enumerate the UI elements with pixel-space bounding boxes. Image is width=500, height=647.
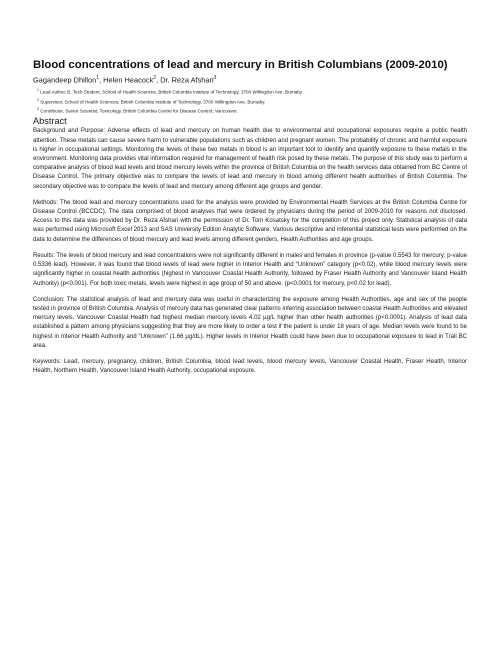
affiliations bbox=[33, 87, 467, 115]
background-paragraph: Background and Purpose: Adverse effects of lead and mercury on human health due to environmental and occupational exposures require a public health attention. These metals can cause severe harm to vulnerable populations such as children and pregnant women. The probability of chronic and harmful exposure is higher in occupational settings. Monitoring the levels of these two metals in blood is an important tool to identify and quantify exposure to these metals in the environment. Monitoring data provides vital information required for management of health risk posed by these metals. The purpose of this study was to perform a comparative analysis of blood lead levels and blood mercury levels within the province of British Columbia on the health services data obtained from BC Centre of Disease Control. The primary objective was to compare the levels of lead and mercury in blood among different health authorities of British Columbia. The secondary objective was to compare the levels of lead and mercury among different age groups and gender. bbox=[33, 128, 467, 190]
affiliation-text: Contributor, Senior Scientist, Toxicology, British Columbia Centre for Disease Control, Vancouver. bbox=[40, 108, 238, 114]
author-superscript: 1 bbox=[96, 75, 100, 81]
abstract-heading: Abstract bbox=[33, 116, 67, 127]
paper-title: Blood concentrations of lead and mercury in British Columbians (2009-2010) bbox=[33, 59, 448, 71]
affiliation-item bbox=[37, 87, 467, 96]
results-paragraph: Results: The levels of blood mercury and lead concentrations were not significantly different in males and females in province (p-value 0.5543 for mercury; p-value 0.5336 lead). However, it was found that blood levels of lead were higher in Interior Health and “Unknown” category (p<0.02), while blood mercury levels were significantly higher in coastal health authorities (highest in Vancouver Coastal Health Authority, followed by Fraser Health Authority and Vancouver Island Health Authority) (p<0.001). For both toxic metals, levels were highest in age group of 50 and above. (p<0.0001 for mercury, p<0.02 for lead). bbox=[33, 252, 467, 287]
author-name: Dr. Reza Afshari bbox=[160, 75, 214, 85]
methods-paragraph: Methods: The blood lead and mercury concentrations used for the analysis were provided by Environmental Health Services at the British Columbia Centre for Disease Control (BCCDC). The data comprised of blood analyses that were ordered by physicians during the period of 2009-2010 for reasons not disclosed. Access to this data was provided by Dr. Reza Afshari with the permission of Dr. Tom Kosatsky for the completion of this project only. Statistical analysis of data was performed using Microsoft Excel 2013 and SAS University Edition Analytic Software. Various descriptive and inferential statistical tests were performed on the data to determine the differences of blood mercury and lead levels among different genders, Health Authorities and age groups. bbox=[33, 199, 467, 243]
affiliation-text: Lead Author, B. Tech Student, School of Health Sciences, British Columbia Institute of Technology, 3700 Willingdon Ave, Burnaby . bbox=[40, 90, 305, 95]
affiliation-text: Supervisor, School of Health Sciences, British Columbia Institute of Technology, 3700 Willingdon Ave, Burnaby. bbox=[40, 99, 266, 105]
affiliation-number: 1 bbox=[37, 88, 39, 93]
affiliation-item bbox=[37, 97, 467, 106]
affiliation-item bbox=[37, 106, 467, 115]
author-line: Gagandeep Dhillon$^1$, Helen Heacock$^2$, Dr. Reza Afshari$^3$ bbox=[33, 75, 217, 85]
author-name: Gagandeep Dhillon bbox=[33, 75, 97, 85]
affiliation-number: 3 bbox=[37, 107, 39, 112]
affiliation-number: 2 bbox=[37, 97, 39, 102]
author-name: Helen Heacock bbox=[103, 75, 154, 85]
author-superscript: 3 bbox=[213, 75, 217, 81]
author-superscript: 2 bbox=[153, 75, 157, 81]
conclusion-paragraph: Conclusion: The statistical analysis of lead and mercury data was useful in characterizing the exposure among Health Authorities, age and sex of the people tested in province of British Columbia. Analysis of mercury data has generated clear patterns inferring association between coastal Health Authorities and elevated mercury levels. Vancouver Coastal Health had highest median mercury levels 4.02 µg/L higher than other health authorities (p<0.0001). Analysis of lead data established a pattern among physicians suggesting that they are more likely to order a test if the patient is under 18 years of age. Median levels were found to be highest in Interior Health Authority and “Unknown” (1.66 µg/dL). Higher levels in Interior Health could have been due to occupational exposure to lead in Trail BC area. bbox=[33, 296, 467, 349]
keywords-paragraph: Keywords: Lead, mercury, pregnancy, children, British Columbia, blood lead levels, blood mercury levels, Vancouver Coastal Health, Fraser Health, Interior Health, Northern Health, Vancouver Island Health Authority, occupational exposure. bbox=[33, 358, 467, 375]
